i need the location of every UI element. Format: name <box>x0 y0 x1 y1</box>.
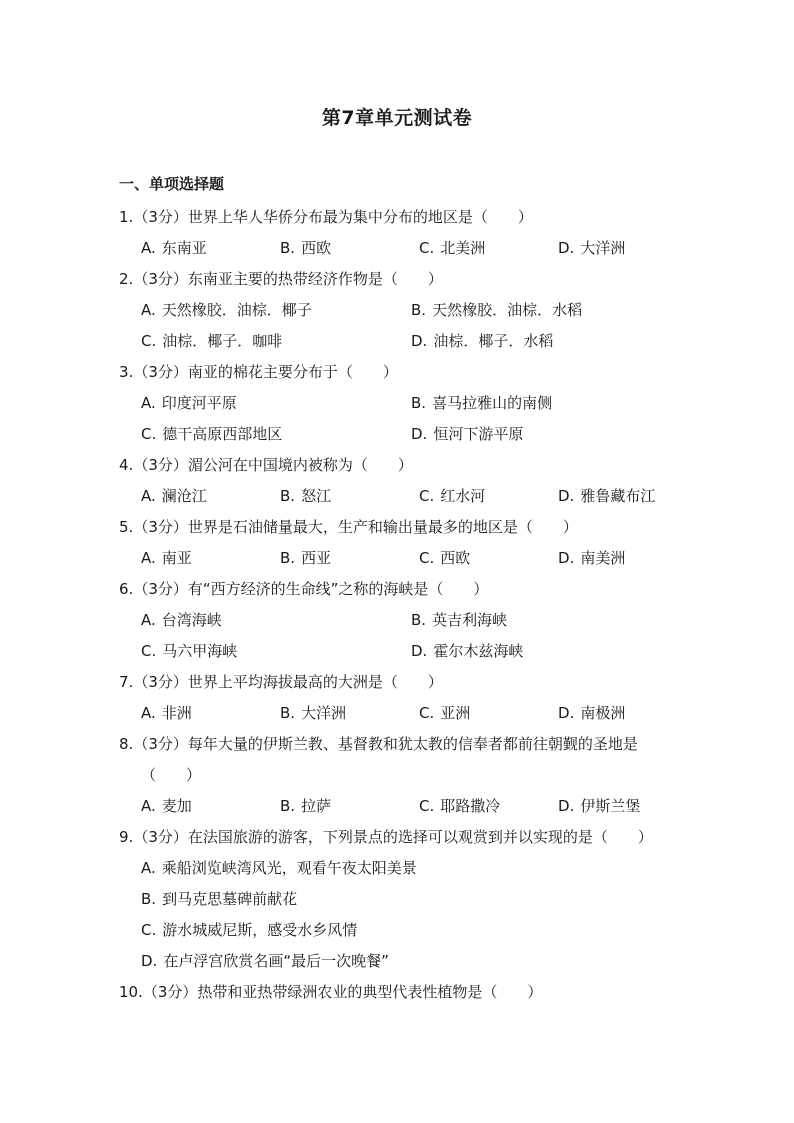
question-4 <box>119 450 699 512</box>
question-text: 世界上华人华侨分布最为集中分布的地区是（ ） <box>187 208 533 226</box>
option-a[interactable]: A. 南亚 <box>141 549 192 567</box>
option-a[interactable]: A. 澜沧江 <box>141 487 207 505</box>
section-heading: 一、单项选择题 <box>119 175 225 193</box>
question-number: 7. <box>119 673 134 691</box>
option-b[interactable]: B. 西亚 <box>280 549 332 567</box>
question-score: （3分） <box>133 828 188 846</box>
question-number: 6. <box>119 580 134 598</box>
question-3 <box>119 357 699 450</box>
option-b[interactable]: B. 英吉利海峡 <box>411 611 508 629</box>
option-d[interactable]: D. 南极洲 <box>558 704 626 722</box>
question-text: 湄公河在中国境内被称为（ ） <box>187 456 413 474</box>
option-a[interactable]: A. 乘船浏览峡湾风光，观看午夜太阳美景 <box>141 859 417 877</box>
option-c[interactable]: C. 西欧 <box>419 549 471 567</box>
question-stem <box>119 822 699 853</box>
question-list <box>119 202 699 1008</box>
option-d[interactable]: D. 大洋洲 <box>558 239 626 257</box>
question-8 <box>119 729 699 822</box>
question-text: 南亚的棉花主要分布于（ ） <box>187 363 398 381</box>
option-b[interactable]: B. 怒江 <box>280 487 332 505</box>
question-score: （3分） <box>133 673 188 691</box>
question-score: （3分） <box>133 518 188 536</box>
option-a[interactable]: A. 台湾海峡 <box>141 611 222 629</box>
question-score: （3分） <box>133 208 188 226</box>
option-c[interactable]: C. 北美洲 <box>419 239 486 257</box>
option-c[interactable]: C. 德干高原西部地区 <box>141 425 283 443</box>
question-score: （3分） <box>142 983 198 1001</box>
question-number: 5. <box>119 518 134 536</box>
option-a[interactable]: A. 非洲 <box>141 704 192 722</box>
option-list <box>119 295 699 357</box>
option-list <box>119 388 699 450</box>
question-number: 8. <box>119 735 134 753</box>
question-number: 1. <box>119 208 134 226</box>
option-a[interactable]: A. 麦加 <box>141 797 192 815</box>
option-d[interactable]: D. 伊斯兰堡 <box>558 797 641 815</box>
option-list <box>119 543 699 574</box>
option-d[interactable]: D. 霍尔木兹海峡 <box>411 642 524 660</box>
question-number: 10. <box>119 983 143 1001</box>
option-d[interactable]: D. 油棕．椰子．水稻 <box>411 332 554 350</box>
question-5 <box>119 512 699 574</box>
question-text: 世界上平均海拔最高的大洲是（ ） <box>187 673 443 691</box>
question-number: 9. <box>119 828 134 846</box>
option-d[interactable]: D. 在卢浮宫欣赏名画“最后一次晚餐” <box>141 952 389 970</box>
option-list <box>119 791 699 822</box>
option-a[interactable]: A. 天然橡胶．油棕．椰子 <box>141 301 312 319</box>
question-stem <box>119 574 699 605</box>
option-c[interactable]: C. 马六甲海峡 <box>141 642 238 660</box>
question-1 <box>119 202 699 264</box>
question-stem <box>119 729 699 760</box>
question-stem <box>119 264 699 295</box>
option-b[interactable]: B. 喜马拉雅山的南侧 <box>411 394 553 412</box>
question-9 <box>119 822 699 977</box>
option-c[interactable]: C. 游水城威尼斯，感受水乡风情 <box>141 921 358 939</box>
question-score: （3分） <box>133 735 188 753</box>
option-list <box>119 481 699 512</box>
option-a[interactable]: A. 印度河平原 <box>141 394 237 412</box>
question-score: （3分） <box>133 580 188 598</box>
question-stem <box>119 450 699 481</box>
question-answer-blank: （ ） <box>141 766 202 784</box>
option-b[interactable]: B. 拉萨 <box>280 797 332 815</box>
question-stem <box>119 202 699 233</box>
question-number: 2. <box>119 270 134 288</box>
page-title: 第7章单元测试卷 <box>321 107 473 129</box>
option-c[interactable]: C. 亚洲 <box>419 704 471 722</box>
option-list <box>119 233 699 264</box>
question-text: 热带和亚热带绿洲农业的典型代表性植物是（ ） <box>197 983 543 1001</box>
option-list <box>119 605 699 667</box>
question-score: （3分） <box>133 270 188 288</box>
question-2 <box>119 264 699 357</box>
question-score: （3分） <box>133 363 188 381</box>
question-10 <box>119 977 699 1008</box>
question-stem <box>119 512 699 543</box>
option-c[interactable]: C. 油棕．椰子．咖啡 <box>141 332 283 350</box>
option-b[interactable]: B. 西欧 <box>280 239 332 257</box>
option-list <box>119 698 699 729</box>
option-b[interactable]: B. 到马克思墓碑前献花 <box>141 890 298 908</box>
question-stem <box>119 357 699 388</box>
question-6 <box>119 574 699 667</box>
question-number: 4. <box>119 456 134 474</box>
question-text: 每年大量的伊斯兰教、基督教和犹太教的信奉者都前往朝觐的圣地是 <box>187 735 638 753</box>
option-d[interactable]: D. 恒河下游平原 <box>411 425 524 443</box>
option-c[interactable]: C. 红水河 <box>419 487 486 505</box>
option-d[interactable]: D. 雅鲁藏布江 <box>558 487 656 505</box>
option-b[interactable]: B. 天然橡胶．油棕．水稻 <box>411 301 583 319</box>
question-number: 3. <box>119 363 134 381</box>
question-stem <box>119 977 699 1008</box>
option-d[interactable]: D. 南美洲 <box>558 549 626 567</box>
question-text: 有“西方经济的生命线”之称的海峡是（ ） <box>187 580 489 598</box>
option-b[interactable]: B. 大洋洲 <box>280 704 347 722</box>
question-text: 东南亚主要的热带经济作物是（ ） <box>187 270 443 288</box>
question-7 <box>119 667 699 729</box>
question-text: 在法国旅游的游客，下列景点的选择可以观赏到并以实现的是（ ） <box>187 828 653 846</box>
question-text: 世界是石油储量最大，生产和输出量最多的地区是（ ） <box>187 518 578 536</box>
question-stem <box>119 667 699 698</box>
question-score: （3分） <box>133 456 188 474</box>
option-c[interactable]: C. 耶路撒冷 <box>419 797 501 815</box>
option-a[interactable]: A. 东南亚 <box>141 239 207 257</box>
option-list <box>119 853 699 977</box>
